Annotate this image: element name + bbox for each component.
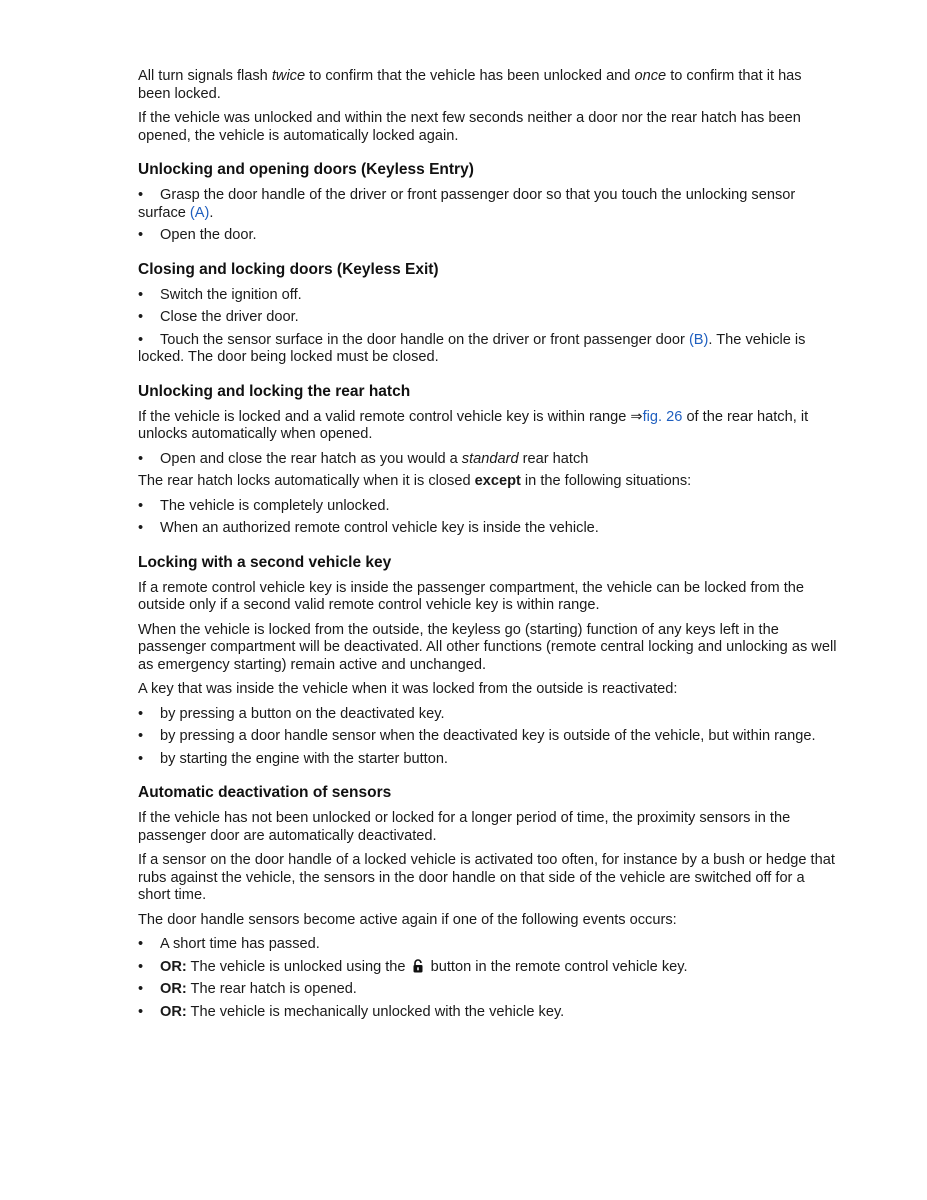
rear-hatch-paragraph-2: The rear hatch locks automatically when it is closed except in the following situations: bbox=[138, 473, 692, 489]
heading-keyless-entry: Unlocking and opening doors (Keyless Entry) bbox=[138, 161, 474, 178]
deactivation-paragraph-2: If a sensor on the door handle of a locked vehicle is activated too often, for instance by a bush or hedge that rubs against the vehicle, the sensors in the door handle on that side of the vehicle are switched off for a short time. bbox=[138, 852, 835, 903]
reference-link-b[interactable]: (B) bbox=[688, 331, 709, 348]
unlock-icon bbox=[412, 959, 424, 973]
list-item: • by pressing a door handle sensor when the deactivated key is outside of the vehicle, but within range. bbox=[138, 728, 816, 744]
list-item: • Close the driver door. bbox=[138, 309, 299, 325]
list-item: • OR: The vehicle is unlocked using the button in the remote control vehicle key. bbox=[138, 958, 688, 975]
list-item: • Touch the sensor surface in the door handle on the driver or front passenger door (B). The vehicle is locked. The door being locked must be closed. bbox=[138, 331, 806, 365]
intro-paragraph-1: All turn signals flash twice to confirm that the vehicle has been unlocked and once to confirm that it has been locked. bbox=[138, 68, 802, 102]
list-item: • by starting the engine with the starter button. bbox=[138, 750, 448, 767]
rear-hatch-paragraph-1: If the vehicle is locked and a valid remote control vehicle key is within range ⇒fig. 26 of the rear hatch, it unlocks automatically when opened. bbox=[138, 408, 809, 442]
heading-keyless-exit: Closing and locking doors (Keyless Exit) bbox=[138, 260, 439, 278]
arrow-right-icon: ⇒ bbox=[630, 408, 643, 425]
list-item: • Open the door. bbox=[138, 227, 257, 243]
intro-paragraph-2: If the vehicle was unlocked and within the next few seconds neither a door nor the rear hatch has been opened, the vehicle is automatically locked again. bbox=[138, 110, 801, 144]
figure-link[interactable]: fig. 26 bbox=[642, 408, 683, 425]
list-item: • A short time has passed. bbox=[138, 936, 320, 952]
list-item: • Grasp the door handle of the driver or front passenger door so that you touch the unlocking sensor surface (A). bbox=[138, 187, 796, 221]
second-key-paragraph-1: If a remote control vehicle key is inside the passenger compartment, the vehicle can be locked from the outside only if a second valid remote control vehicle key is within range. bbox=[138, 579, 804, 613]
second-key-paragraph-3: A key that was inside the vehicle when it was locked from the outside is reactivated: bbox=[138, 681, 678, 697]
second-key-paragraph-2: When the vehicle is locked from the outside, the keyless go (starting) function of any keys left in the passenger compartment will be deactivated. All other functions (remote central locking and unlocking as well as emergency starting) remain active and unchanged. bbox=[138, 621, 837, 673]
deactivation-paragraph-3: The door handle sensors become active again if one of the following events occurs: bbox=[138, 911, 677, 928]
list-item: • by pressing a button on the deactivated key. bbox=[138, 705, 445, 722]
list-item: • OR: The rear hatch is opened. bbox=[138, 981, 357, 997]
list-item: • OR: The vehicle is mechanically unlocked with the vehicle key. bbox=[138, 1003, 565, 1020]
heading-second-key: Locking with a second vehicle key bbox=[138, 553, 392, 571]
heading-rear-hatch: Unlocking and locking the rear hatch bbox=[138, 382, 411, 400]
heading-sensor-deactivation: Automatic deactivation of sensors bbox=[138, 784, 392, 801]
deactivation-paragraph-1: If the vehicle has not been unlocked or locked for a longer period of time, the proximity sensors in the passenger door are automatically deactivated. bbox=[138, 810, 791, 844]
list-item: • When an authorized remote control vehicle key is inside the vehicle. bbox=[138, 520, 599, 536]
list-item: • The vehicle is completely unlocked. bbox=[138, 497, 390, 514]
list-item: • Switch the ignition off. bbox=[138, 286, 302, 303]
manual-page bbox=[138, 68, 838, 1026]
reference-link-a[interactable]: (A) bbox=[189, 204, 210, 221]
list-item: • Open and close the rear hatch as you would a standard rear hatch bbox=[138, 450, 589, 467]
